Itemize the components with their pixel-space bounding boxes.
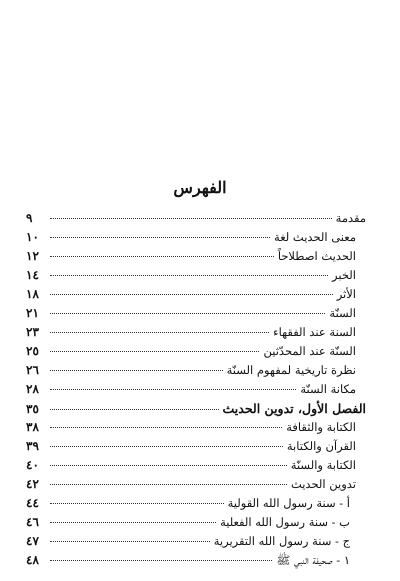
toc-entry-title: ب - سنة رسول الله الفعلية <box>220 515 350 529</box>
toc-entry-title: الكتابة والسنّة <box>290 458 356 472</box>
toc-entry <box>26 342 366 361</box>
toc-entry <box>26 209 366 228</box>
toc-entry <box>26 418 366 437</box>
toc-entry <box>26 551 366 570</box>
dot-leader <box>50 474 287 485</box>
dot-leader <box>50 399 219 410</box>
toc-entry-title: مقدمة <box>335 211 366 225</box>
toc-entry <box>26 323 366 342</box>
toc-entry-title: القرآن والكتابة <box>286 439 356 453</box>
dot-leader <box>50 550 272 561</box>
toc-entry <box>26 532 366 551</box>
toc-entry-title: السنّة <box>329 306 356 320</box>
toc-entry-page-number: ١٠ <box>26 230 39 244</box>
toc-entry-page-number: ٢٥ <box>26 344 39 358</box>
toc-entry <box>26 494 366 513</box>
toc-entry <box>26 399 366 418</box>
toc-entry-page-number: ٢٨ <box>26 382 39 396</box>
toc-entry-title: الحديث اصطلاحاً <box>277 249 356 263</box>
toc-entry-page-number: ٤٦ <box>26 515 39 529</box>
toc-entry-title: نظرة تاريخية لمفهوم السنّة <box>226 363 356 377</box>
toc-entry-title: مكانة السنّة <box>300 382 356 396</box>
toc-entry <box>26 304 366 323</box>
toc-entry <box>26 380 366 399</box>
dot-leader <box>50 512 216 523</box>
toc-entry <box>26 361 366 380</box>
toc-entry <box>26 437 366 456</box>
toc-entry-page-number: ٢١ <box>26 306 39 320</box>
dot-leader <box>50 208 332 219</box>
dot-leader <box>50 379 296 390</box>
toc-entry-page-number: ٣٥ <box>26 402 39 416</box>
toc-entry-page-number: ٤٤ <box>26 496 39 510</box>
toc-entry-page-number: ٩ <box>26 211 33 225</box>
dot-leader <box>50 227 270 238</box>
toc-entry <box>26 247 366 266</box>
toc-entry-title: معنى الحديث لغة <box>274 230 356 244</box>
page-title: الفهرس <box>173 178 227 197</box>
toc-entry-title: الخبر <box>332 268 356 282</box>
dot-leader <box>50 246 274 257</box>
dot-leader <box>50 493 224 504</box>
toc-entry-page-number: ٣٩ <box>26 439 39 453</box>
dot-leader <box>50 436 283 447</box>
toc-entry-title: ١ - صحيفة النبي ﷺ <box>276 553 350 567</box>
toc-entry-page-number: ٣٨ <box>26 420 39 434</box>
toc-entry-page-number: ٢٦ <box>26 363 39 377</box>
toc-entry <box>26 228 366 247</box>
toc-entry-page-number: ٤٢ <box>26 477 39 491</box>
table-of-contents <box>26 209 366 570</box>
toc-entry <box>26 285 366 304</box>
toc-entry-title: السنّة عند المحدّثين <box>263 344 356 358</box>
toc-entry-title: أ - سنة رسول الله القولية <box>227 496 350 510</box>
toc-entry <box>26 456 366 475</box>
dot-leader <box>50 303 325 314</box>
dot-leader <box>50 417 282 428</box>
toc-entry-page-number: ١٤ <box>26 268 39 282</box>
toc-entry-title: تدوين الحديث <box>290 477 356 491</box>
dot-leader <box>50 531 210 542</box>
toc-entry-page-number: ٤٧ <box>26 534 39 548</box>
toc-entry-page-number: ٤٨ <box>26 553 39 567</box>
toc-entry <box>26 266 366 285</box>
toc-entry-title: ج - سنة رسول الله التقريرية <box>213 534 350 548</box>
dot-leader <box>50 341 259 352</box>
toc-entry <box>26 475 366 494</box>
toc-entry-page-number: ١٨ <box>26 287 39 301</box>
toc-entry-page-number: ٤٠ <box>26 458 39 472</box>
dot-leader <box>50 265 328 276</box>
toc-entry-page-number: ١٢ <box>26 249 39 263</box>
toc-entry-title: الكتابة والثقافة <box>286 420 356 434</box>
toc-entry-title: الأثر <box>336 287 356 301</box>
dot-leader <box>50 284 333 295</box>
dot-leader <box>50 360 223 371</box>
toc-entry <box>26 513 366 532</box>
toc-entry-title: الفصل الأول، تدوين الحديث <box>222 401 366 416</box>
toc-entry-title: السنة عند الفقهاء <box>273 325 356 339</box>
dot-leader <box>50 455 287 466</box>
dot-leader <box>50 322 269 333</box>
toc-entry-page-number: ٢٣ <box>26 325 39 339</box>
